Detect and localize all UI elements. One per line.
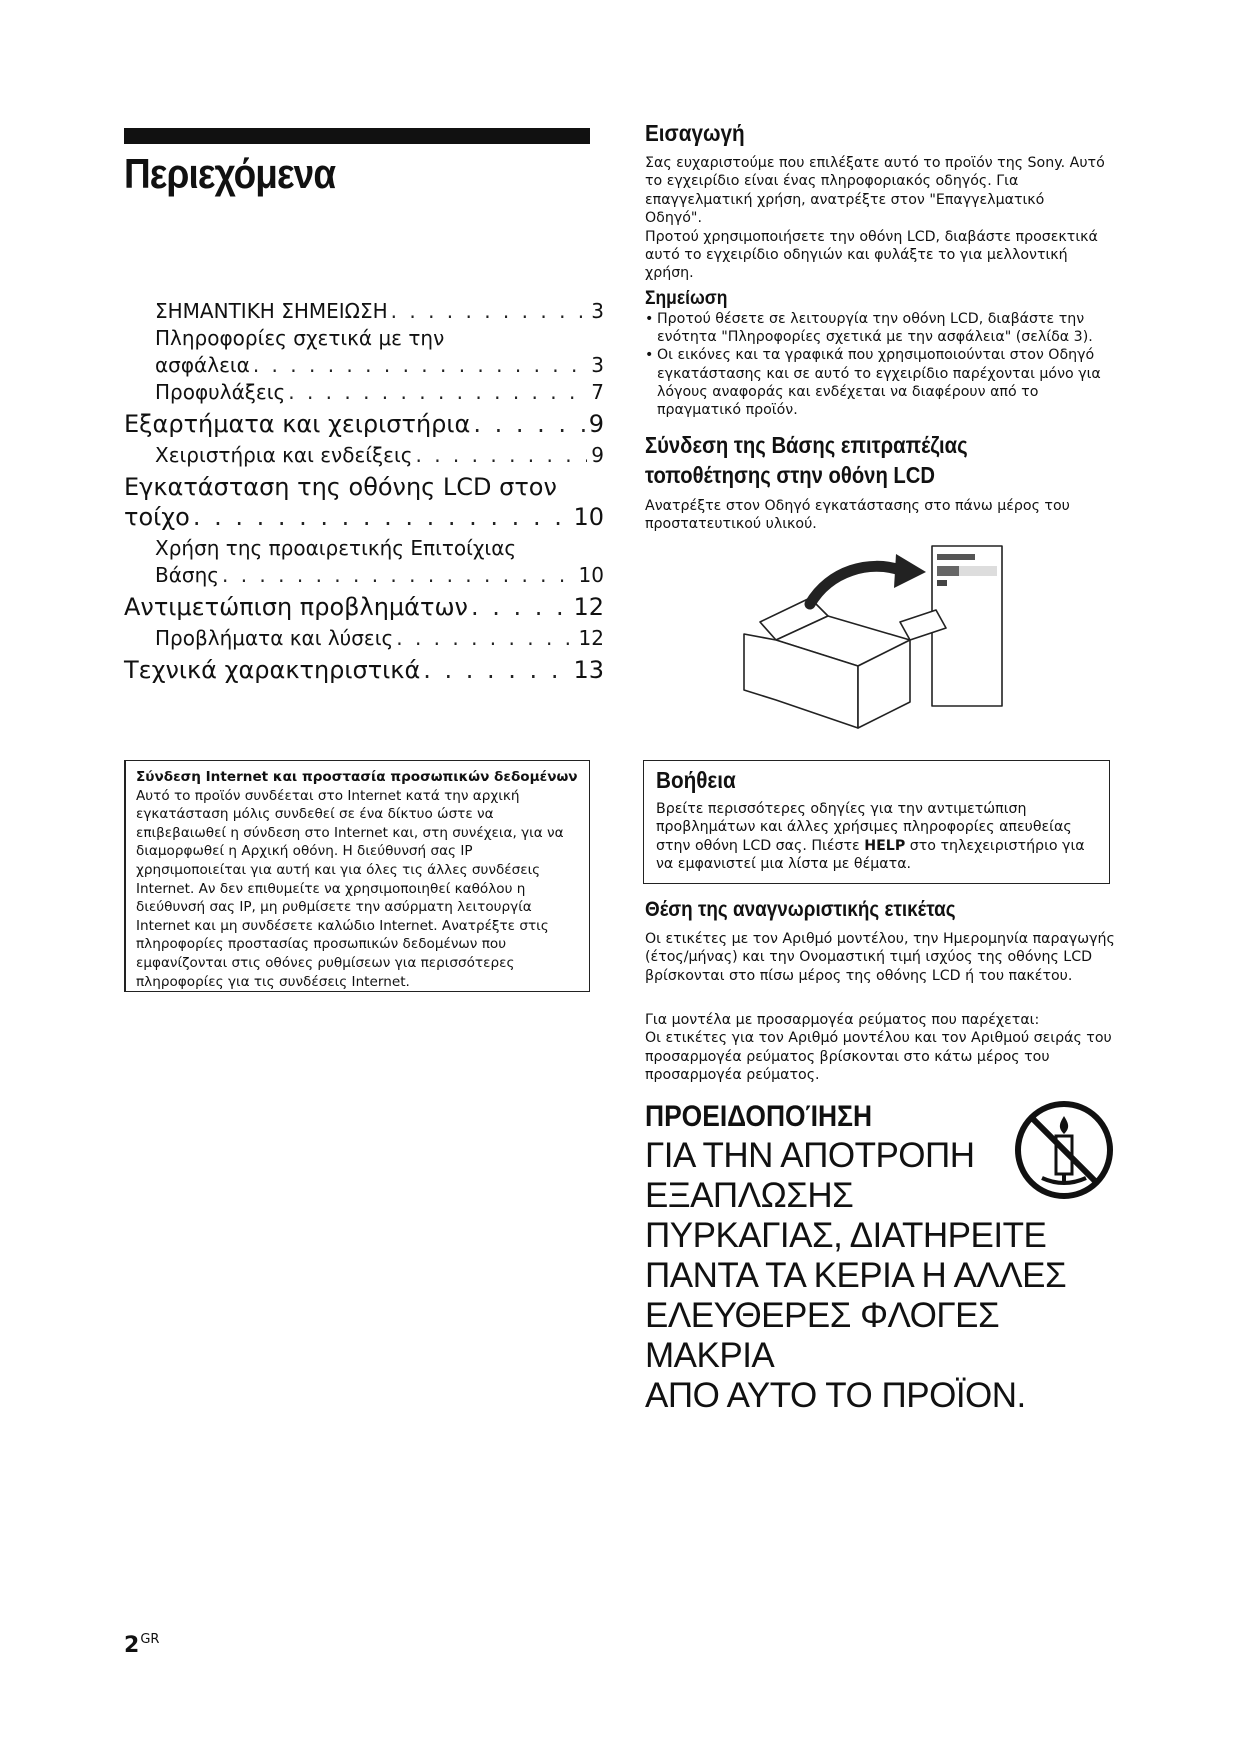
toc-page-number: 10 [578,563,604,587]
warning-line: ΠΑΝΤΑ ΤΑ ΚΕΡΙΑ Η ΑΛΛΕΣ [645,1256,1067,1295]
page-number [124,1632,159,1658]
label-text: Οι ετικέτες με τον Αριθμό μοντέλου, την Ημερομηνία παραγωγής (έτος/μήνας) και την Ονομαστική τιμή ισχύος της οθόνης LCD βρίσκονται στο πίσω μέρος της οθόνης LCD ή του πακέτου. [645,931,1115,984]
privacy-text: Αυτό το προϊόν συνδέεται στο Internet κατά την αρχική εγκατάσταση μόλις συνδεθεί σε ένα δίκτυο ώστε να επιβεβαιωθεί η σύνδεση στο Internet και, στη συνέχεια, για να διαμορφωθεί η Αρχική οθόνη. Η διεύθυνσή σας IP χρησιμοποιείται για αυτή και για όλες τις άλλες συνδέσεις Internet. Αν δεν επιθυμείτε να χρησιμοποιηθεί καθόλου η διεύθυνσή σας IP, μη ρυθμίσετε την ασύρματη λειτουργία Internet και μη συνδέσετε καλώδιο Internet. Ανατρέξτε στις πληροφορίες προστασίας προσωπικών δεδομένων που εμφανίζονται στις οθόνες ρυθμίσεων για περισσότερες πληροφορίες για τις συνδέσεις Internet. [136,787,564,990]
toc-entry[interactable] [124,625,604,652]
toc-entry-text: Προφυλάξεις [155,380,286,404]
adapter-intro: Για μοντέλα με προσαρμογέα ρεύματος που παρέχεται: [645,1012,1040,1028]
note-heading: Σημείωση [645,288,728,309]
toc-entry-text: Αντιμετώπιση προβλημάτων [124,593,468,621]
toc-leader-dots [193,502,571,532]
toc-page-number: 3 [591,353,604,377]
toc-page-number: 9 [591,443,604,467]
toc-entry-text: τοίχο [124,503,190,531]
toc-entry[interactable] [124,379,604,406]
toc-entry[interactable] [124,442,604,469]
label-heading: Θέση της αναγνωριστικής ετικέτας [645,898,956,921]
toc-page-number: 12 [578,626,604,650]
warning-line: ΓΙΑ ΤΗΝ ΑΠΟΤΡΟΠΗ [645,1136,975,1175]
toc-leader-dots [473,409,585,439]
no-candle-icon [1012,1098,1116,1202]
intro-section [645,154,1105,283]
note-item: • Προτού θέσετε σε λειτουργία την οθόνη LCD, διαβάστε την ενότητα "Πληροφορίες σχετικά με την ασφάλεια" (σελίδα 3). [645,310,1115,346]
help-text-after: στο τηλεχειριστήριο για να εμφανιστεί μια λίστα με θέματα. [656,837,1085,873]
page-language-code: GR [140,1632,160,1647]
intro-text: Σας ευχαριστούμε που επιλέξατε αυτό το προϊόν της Sony. Αυτό το εγχειρίδιο είναι ένας πληροφοριακός οδηγός. Για επαγγελματική χρήση, ανατρέξτε στον "Επαγγελματικό Οδηγό". [645,155,1105,227]
toc-leader-dots [423,655,570,685]
toc-leader-dots [396,625,575,652]
toc-entry[interactable] [124,535,604,589]
toc-leader-dots [253,352,587,379]
stand-heading-line2: τοποθέτησης στην οθόνη LCD [645,462,936,488]
toc-entry[interactable] [124,409,604,439]
toc-entry-text: Βάσης [155,563,219,587]
toc-leader-dots [416,442,588,469]
help-box [643,760,1110,884]
note-item: • Οι εικόνες και τα γραφικά που χρησιμοποιούνται στον Οδηγό εγκατάστασης και σε αυτό το εγχειρίδιο παρέχονται μόνο για λόγους αναφοράς και ενδέχεται να διαφέρουν από το πραγματικό προϊόν. [645,346,1115,419]
box-illustration [740,540,1010,730]
toc-entry-text: ασφάλεια [155,353,250,377]
toc-entry-text: Χειριστήρια και ενδείξεις [155,443,413,467]
toc-entry[interactable] [124,655,604,685]
stand-heading [645,430,1103,490]
toc-leader-dots [288,379,587,406]
warning-line: ΕΞΑΠΛΩΣΗΣ [645,1176,854,1215]
help-text-before: Βρείτε περισσότερες οδηγίες για την αντιμετώπιση προβλημάτων και άλλες χρήσιμες πληροφορίες απευθείας στην οθόνη LCD σας. Πιέστε [656,801,1072,854]
help-key: HELP [864,837,906,854]
toc-entry-text: Εγκατάσταση της οθόνης LCD στον [124,473,557,501]
page-number-value: 2 [124,1633,140,1658]
warning-line: ΑΠΟ ΑΥΤΟ ΤΟ ΠΡΟΪΟΝ. [645,1376,1026,1415]
help-text [656,800,1099,874]
warning-line: ΠΥΡΚΑΓΙΑΣ, ΔΙΑΤΗΡΕΙΤΕ [645,1216,1047,1255]
privacy-heading: Σύνδεση Internet και προστασία προσωπικών δεδομένων [136,769,578,785]
toc-leader-dots [471,592,571,622]
toc-entry-text: ΣΗΜΑΝΤΙΚΗ ΣΗΜΕΙΩΣΗ [155,299,388,323]
intro-heading: Εισαγωγή [645,120,745,146]
warning-heading: ΠΡΟΕΙΔΟΠΟΊΗΣΗ [645,1100,873,1133]
toc-entry[interactable] [124,472,604,532]
toc-entry[interactable] [124,325,604,379]
page-title: Περιεχόμενα [124,150,336,197]
toc-page-number: 12 [573,593,604,621]
toc-leader-dots [222,562,576,589]
toc-page-number: 13 [573,656,604,684]
note-list [645,310,1115,419]
intro-text-2: Προτού χρησιμοποιήσετε την οθόνη LCD, διαβάστε προσεκτικά αυτό το εγχειρίδιο οδηγιών και φυλάξτε το για μελλοντική χρήση. [645,228,1098,282]
title-bar [124,128,590,144]
toc-page-number: 7 [591,380,604,404]
privacy-notice-box [124,760,590,992]
warning-line: ΕΛΕΥΘΕΡΕΣ ΦΛΟΓΕΣ ΜΑΚΡΙΑ [645,1296,1000,1375]
stand-text: Ανατρέξτε στον Οδηγό εγκατάστασης στο πάνω μέρος του προστατευτικού υλικού. [645,498,1070,533]
adapter-section [645,1011,1115,1085]
adapter-text: Οι ετικέτες για τον Αριθμό μοντέλου και τον Αριθμού σειράς του προσαρμογέα ρεύματος βρίσκονται στο κάτω μέρος του προσαρμογέα ρεύματος. [645,1030,1112,1084]
stand-heading-line1: Σύνδεση της Βάσης επιτραπέζιας [645,432,968,458]
toc-entry[interactable] [124,592,604,622]
toc-entry-text: Εξαρτήματα και χειριστήρια [124,410,471,438]
toc-entry-text: Χρήση της προαιρετικής Επιτοίχιας [155,536,517,560]
toc-page-number: 3 [591,299,604,323]
help-heading: Βοήθεια [656,767,736,793]
table-of-contents [124,298,604,688]
toc-page-number: 9 [588,410,604,438]
toc-entry[interactable] [124,298,604,325]
toc-entry-text: Τεχνικά χαρακτηριστικά [124,656,421,684]
toc-page-number: 10 [573,503,604,531]
toc-entry-text: Προβλήματα και λύσεις [155,626,394,650]
toc-entry-text: Πληροφορίες σχετικά με την [155,326,445,350]
toc-leader-dots [391,298,587,325]
